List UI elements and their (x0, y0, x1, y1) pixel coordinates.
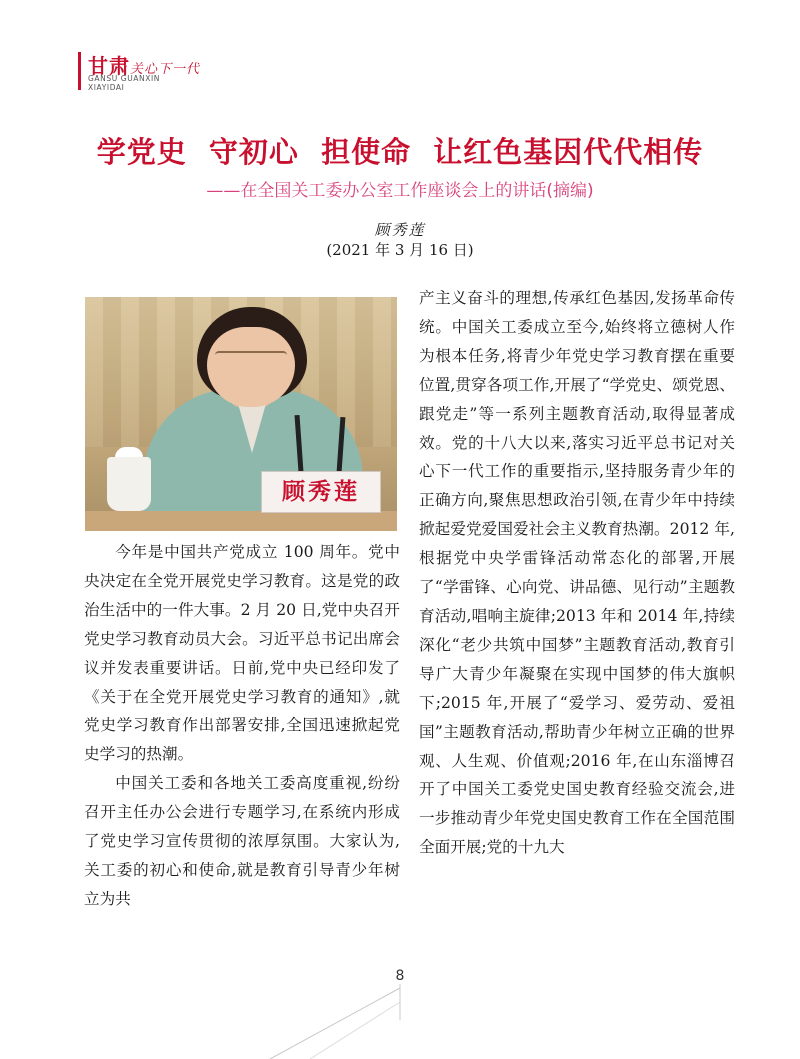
logo-accent-bar (78, 52, 81, 90)
speaker-face (207, 327, 295, 407)
body-column-right (419, 284, 735, 862)
body-paragraph-continued: 产主义奋斗的理想,传承红色基因,发扬革命传统。中国关工委成立至今,始终将立德树人作为根本任务,将青少年党史学习教育摆在重要位置,贯穿各项工作,开展了“学党史、颂党恩、跟党走”等一系列主题教育活动,取得显著成效。党的十八大以来,落实习近平总书记对关心下一代工作的重要指示,坚持服务青少年的正确方向,聚焦思想政治引领,在青少年中持续掀起爱党爱国爱社会主义教育热潮。2012 年,根据党中央学雷锋活动常态化的部署,开展了“学雷锋、心向党、讲品德、见行动”主题教育活动,唱响主旋律;2013 年和 2014 年,持续深化“老少共筑中国梦”主题教育活动,教育引导广大青少年凝聚在实现中国梦的伟大旗帜下;2015 年,开展了“爱学习、爱劳动、爱祖国”主题教育活动,帮助青少年树立正确的世界观、人生观、价值观;2016 年,在山东淄博召开了中国关工委党史国史教育经验交流会,进一步推动青少年党史国史教育工作在全国范围全面开展;党的十九大 (419, 289, 735, 857)
photo-desk (85, 511, 397, 531)
body-column-left (84, 538, 400, 914)
article-author: 顾秀莲 (374, 221, 426, 239)
footer-decoration (0, 980, 800, 1059)
logo-main-text: 甘肃 (88, 54, 130, 78)
logo-pinyin-line1: GANSU GUANXIN (88, 74, 160, 83)
body-paragraph: 中国关工委和各地关工委高度重视,纷纷召开主任办公会进行专题学习,在系统内形成了党史学习宣传贯彻的浓厚氛围。大家认为,关工委的初心和使命,就是教育引导青少年树立为共 (84, 774, 400, 908)
article-subtitle: ——在全国关工委办公室工作座谈会上的讲话(摘编) (206, 181, 594, 201)
teacup (107, 457, 151, 511)
speaker-photo (85, 297, 397, 531)
article-title: 学党史 守初心 担使命 让红色基因代代相传 (96, 135, 704, 169)
body-paragraph: 今年是中国共产党成立 100 周年。党中央决定在全党开展党史学习教育。这是党的政治生活中的一件大事。2 月 20 日,党中央召开党史学习教育动员大会。习近平总书记出席会议并发表重要讲话。日前,党中央已经印发了《关于在全党开展党史学习教育的通知》,就党史学习教育作出部署安排,全国迅速掀起党史学习的热潮。 (84, 543, 400, 764)
page-number: 8 (395, 968, 405, 984)
logo-tagline: 关心下一代 (130, 62, 201, 77)
logo-pinyin-line2: XIAYIDAI (88, 83, 125, 92)
magazine-logo (78, 50, 258, 94)
speaker-glasses (215, 351, 287, 367)
speaker-nameplate: 顾秀莲 (261, 471, 381, 513)
article-date: (2021 年 3 月 16 日) (326, 241, 474, 259)
